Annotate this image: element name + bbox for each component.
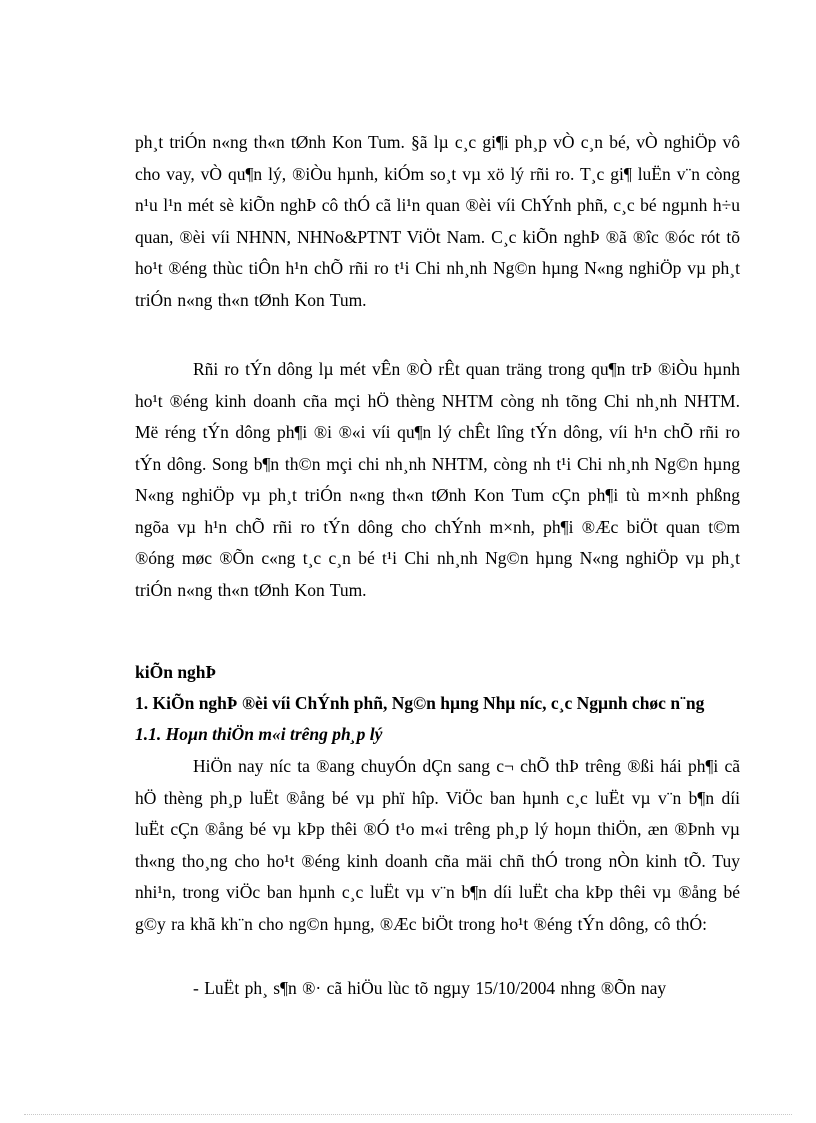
body-paragraph-bankruptcy-law: - LuËt ph¸ s¶n ®· cã hiÖu lùc tõ ngµy 15/10/2004 nhng ®Õn nay [193, 978, 667, 998]
section-heading-recommendations: kiÕn nghÞ [135, 662, 217, 682]
subsection-heading-1-1: 1.1. Hoµn thiÖn m«i trêng ph¸p lý [135, 724, 383, 744]
section-heading-1: 1. KiÕn nghÞ ®èi víi ChÝnh phñ, Ng©n hµng Nhµ níc, c¸c Ngµnh chøc n¨ng [135, 693, 705, 713]
page-bottom-divider [24, 1114, 792, 1115]
body-paragraph-legal-environment: HiÖn nay níc ta ®ang chuyÓn dÇn sang c¬ chÕ thÞ trêng ®ßi hái ph¶i cã hÖ thèng ph¸p luËt ®ång bé vµ phï hîp. ViÖc ban hµnh c¸c luËt vµ v¨n b¶n díi luËt cÇn ®ång bé vµ kÞp thêi ®Ó t¹o m«i trêng ph¸p lý hoµn thiÖn, æn ®Þnh vµ th«ng tho¸ng cho ho¹t ®éng kinh doanh cña mäi chñ thÓ trong nÒn kinh tÕ. Tuy nhi¹n, trong viÖc ban hµnh c¸c luËt vµ v¨n b¶n díi luËt cha kÞp thêi vµ ®ång bé g©y ra khã kh¨n cho ng©n hµng, ®Æc biÖt trong ho¹t ®éng tÝn dông, cô thÓ: [135, 756, 740, 934]
body-paragraph-credit-risk: Rñi ro tÝn dông lµ mét vÊn ®Ò rÊt quan träng trong qu¶n trÞ ®iÒu hµnh ho¹t ®éng kinh doanh cña mçi hÖ thèng NHTM còng nh tõng Chi nh¸nh NHTM. Më réng tÝn dông ph¶i ®i ®«i víi qu¶n lý chÊt lîng tÝn dông, víi h¹n chÕ rñi ro tÝn dông. Song b¶n th©n mçi chi nh¸nh NHTM, còng nh t¹i Chi nh¸nh Ng©n hµng N«ng nghiÖp vµ ph¸t triÓn n«ng th«n tØnh Kon Tum cÇn ph¶i tù m×nh phßng ngõa vµ h¹n chÕ rñi ro tÝn dông cho chÝnh m×nh, ph¶i ®Æc biÖt quan t©m ®óng møc ®Õn c«ng t¸c c¸n bé t¹i Chi nh¸nh Ng©n hµng N«ng nghiÖp vµ ph¸t triÓn n«ng th«n tØnh Kon Tum. [135, 359, 740, 600]
body-paragraph-conclusion: ph¸t triÓn n«ng th«n tØnh Kon Tum. §ã lµ c¸c gi¶i ph¸p vÒ c¸n bé, vÒ nghiÖp vô cho vay, vÒ qu¶n lý, ®iÒu hµnh, kiÓm so¸t vµ xö lý rñi ro. T¸c gi¶ luËn v¨n còng n¹u l¹n mét sè kiÕn nghÞ cô thÓ cã li¹n quan ®èi víi ChÝnh phñ, c¸c bé ngµnh h÷u quan, ®èi víi NHNN, NHNo&PTNT ViÖt Nam. C¸c kiÕn nghÞ ®ã ®îc ®óc rót tõ ho¹t ®éng thùc tiÔn h¹n chÕ rñi ro t¹i Chi nh¸nh Ng©n hµng N«ng nghiÖp vµ ph¸t triÓn n«ng th«n tØnh Kon Tum. [135, 132, 740, 310]
